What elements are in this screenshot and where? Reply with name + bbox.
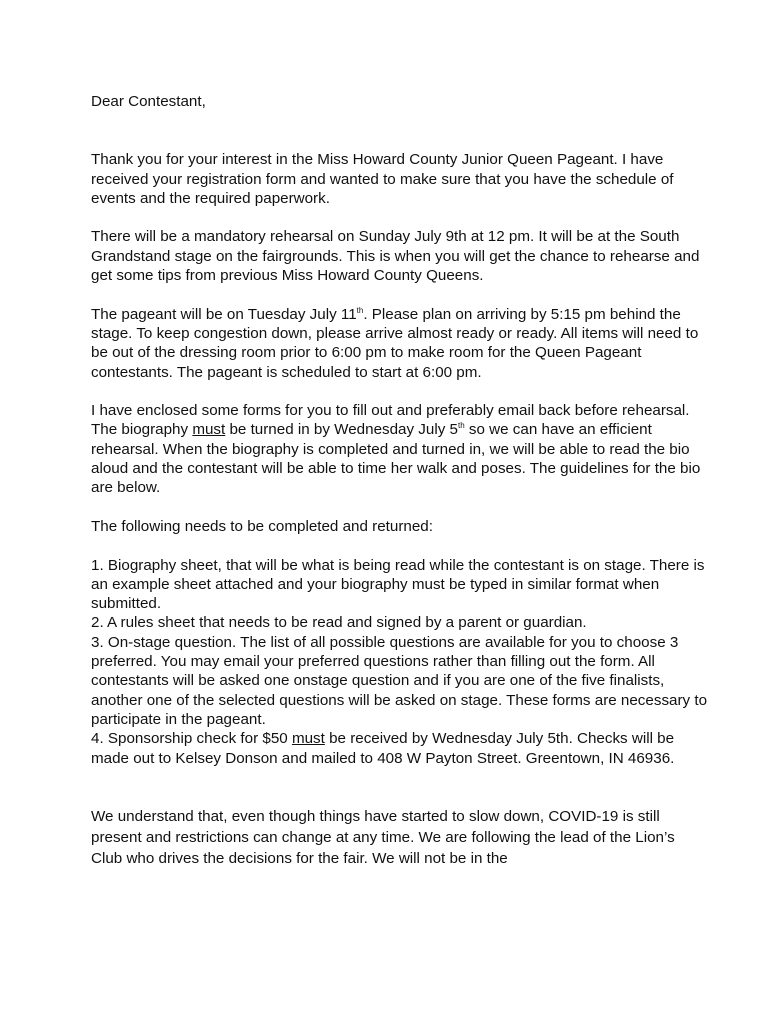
intro-paragraph: Thank you for your interest in the Miss Howard County Junior Queen Pageant. I have received your registration form and wanted to make sure that you have the schedule of events and the required paperwork. — [91, 151, 674, 207]
forms-text-c: so we can have an efficient rehearsal. When the biography is completed and turned in, we will be able to read the bio aloud and the contestant will be able to time her walk and poses. The guidelines for the bio are below. — [91, 421, 701, 497]
requirements-list — [91, 556, 710, 768]
must-emphasis: must — [291, 730, 325, 748]
ordinal-suffix: th — [458, 421, 465, 431]
rehearsal-paragraph: There will be a mandatory rehearsal on Sunday July 9th at 12 pm. It will be at the South Grandstand stage on the fairgrounds. This is when you will get the chance to rehearse and get some tips from previous Miss Howard County Queens. — [91, 228, 700, 285]
covid-paragraph: We understand that, even though things have started to slow down, COVID-19 is still present and restrictions can change at any time. We are following the lead of the Lion’s Club who drives the decisions for the fair. We will not be in the — [91, 807, 675, 867]
ordinal-suffix: th — [356, 305, 364, 315]
pageant-details-text: . Please plan on arriving by 5:15 pm behind the stage. To keep congestion down, please arrive almost ready or ready. All items will need to be out of the dressing room prior to 6:00 pm to make room for the Queen Pageant contestants. The pageant is scheduled to start at 6:00 pm. — [91, 305, 699, 381]
forms-text-a: I have enclosed some forms for you to fill out and preferably email back before rehearsal. The biography — [91, 402, 690, 439]
forms-paragraph — [91, 401, 710, 497]
forms-text-b: be turned in by Wednesday July 5 — [225, 421, 458, 439]
list-item-question: 3. On-stage question. The list of all possible questions are available for you to choose 3 preferred. You may email your preferred questions rather than filling out the form. All contestants will be asked one onstage question and if you are one of the five finalists, another one of the selected questions will be asked on stage. These forms are necessary to participate in the pageant. — [91, 633, 708, 728]
list-item-sponsorship — [91, 729, 710, 768]
pageant-date-paragraph — [91, 305, 710, 382]
list-item-biography: 1. Biography sheet, that will be what is being read while the contestant is on stage. There is an example sheet attached and your biography must be typed in similar format when submitted. — [91, 556, 705, 613]
requirements-heading: The following needs to be completed and returned: — [91, 517, 433, 535]
must-emphasis: must — [192, 421, 226, 439]
sponsorship-text-a: 4. Sponsorship check for $50 — [91, 730, 292, 748]
sponsorship-text-b: be received by Wednesday July 5th. Checks will be made out to Kelsey Donson and mailed to 408 W Payton Street. Greentown, IN 46936. — [91, 730, 675, 767]
list-item-rules: 2. A rules sheet that needs to be read and signed by a parent or guardian. — [91, 614, 587, 632]
salutation: Dear Contestant, — [91, 93, 206, 110]
pageant-date-text: The pageant will be on Tuesday July 11 — [91, 305, 357, 323]
